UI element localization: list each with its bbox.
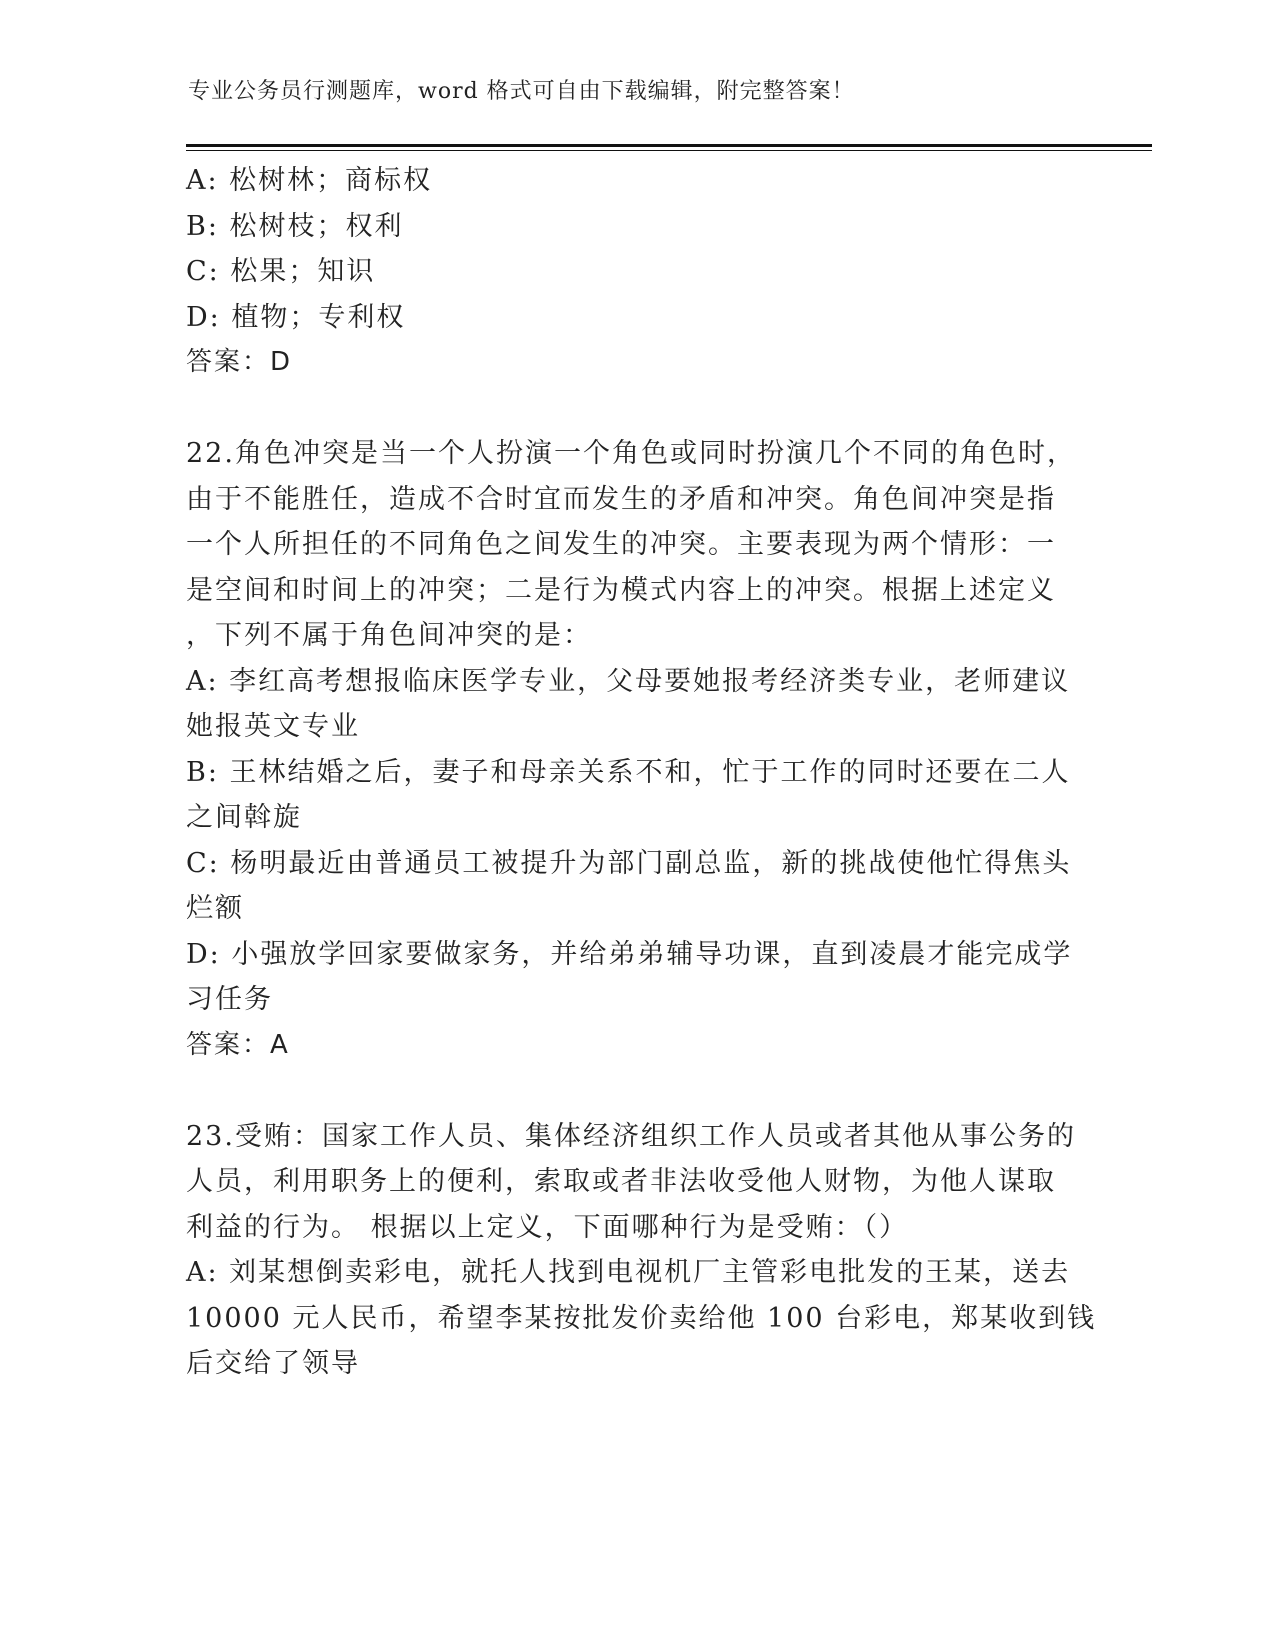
q22-option-b-cont: 之间斡旋 <box>186 802 302 833</box>
q22-option-d: D: 小强放学回家要做家务，并给弟弟辅导功课，直到凌晨才能完成学 <box>186 938 1073 970</box>
spacer <box>186 1068 1076 1114</box>
document-body <box>186 158 1097 1387</box>
q21-option-c: C: 松果；知识 <box>186 256 376 287</box>
q22-answer: 答案：A <box>186 1029 290 1060</box>
q23-stem-line: 人员，利用职务上的便利，索取或者非法收受他人财物，为他人谋取 <box>186 1166 1056 1197</box>
q23-stem-line: 利益的行为。 根据以上定义，下面哪种行为是受贿：（） <box>186 1211 909 1243</box>
question-21 <box>186 158 1076 386</box>
q22-option-d-cont: 习任务 <box>186 984 273 1015</box>
q22-stem-line: 22.角色冲突是当一个人扮演一个角色或同时扮演几个不同的角色时， <box>186 438 1076 469</box>
q23-stem-line: 23.受贿：国家工作人员、集体经济组织工作人员或者其他从事公务的 <box>186 1120 1076 1152</box>
q21-option-a: A: 松树林；商标权 <box>186 165 433 196</box>
page-header: 专业公务员行测题库，word 格式可自由下载编辑，附完整答案！ <box>188 79 855 104</box>
q21-option-d: D: 植物；专利权 <box>186 301 406 333</box>
q22-option-c: C: 杨明最近由普通员工被提升为部门副总监，新的挑战使他忙得焦头 <box>186 847 1072 879</box>
q22-option-b: B: 王林结婚之后，妻子和母亲关系不和，忙于工作的同时还要在二人 <box>186 756 1071 788</box>
q21-answer: 答案：D <box>186 347 293 377</box>
q22-stem-line: ，下列不属于角色间冲突的是： <box>186 620 592 651</box>
header-rule-thick <box>186 144 1152 147</box>
q22-stem-line: 是空间和时间上的冲突；二是行为模式内容上的冲突。根据上述定义 <box>186 574 1056 606</box>
q23-option-a-cont: 后交给了领导 <box>186 1348 360 1379</box>
q22-option-a-cont: 她报英文专业 <box>186 711 360 742</box>
q22-stem-line: 由于不能胜任，造成不合时宜而发生的矛盾和冲突。角色间冲突是指 <box>186 483 1056 515</box>
q23-option-a: A: 刘某想倒卖彩电，就托人找到电视机厂主管彩电批发的王某，送去 <box>186 1257 1071 1288</box>
spacer <box>186 386 1076 432</box>
q21-option-b: B: 松树枝；权利 <box>186 210 404 242</box>
q23-option-a-cont: 10000 元人民币，希望李某按批发价卖给他 100 台彩电，郑某收到钱 <box>186 1302 1097 1334</box>
q22-stem-line: 一个人所担任的不同角色之间发生的冲突。主要表现为两个情形：一 <box>186 529 1056 560</box>
question-23 <box>186 1114 1097 1387</box>
header-rule-thin <box>186 150 1152 151</box>
q22-option-c-cont: 烂额 <box>186 893 244 924</box>
question-22 <box>186 431 1076 1068</box>
q22-option-a: A: 李红高考想报临床医学专业，父母要她报考经济类专业，老师建议 <box>186 665 1071 697</box>
